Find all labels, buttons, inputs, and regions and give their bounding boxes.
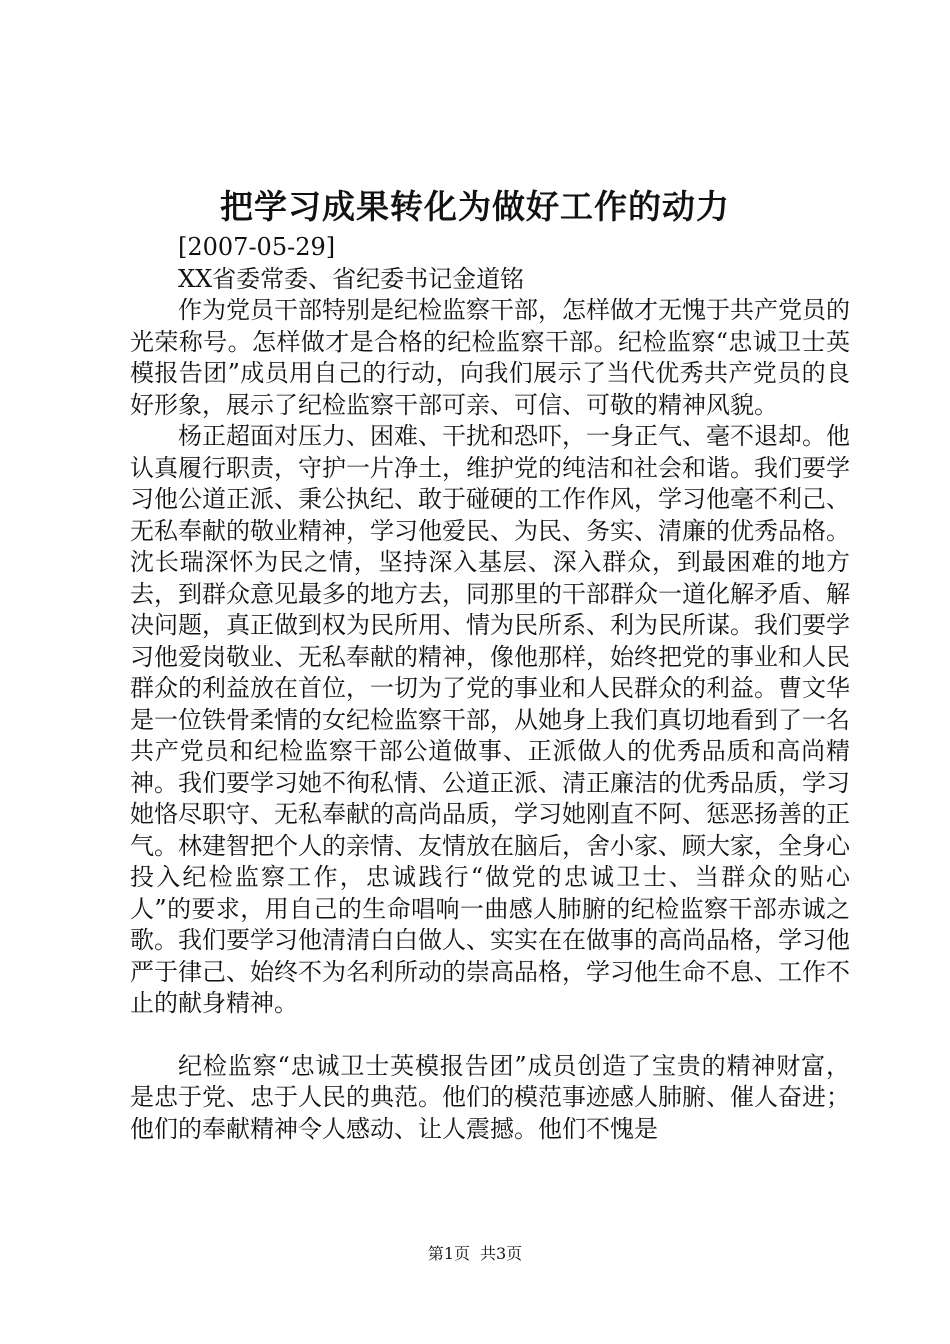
paragraph: 作为党员干部特别是纪检监察干部，怎样做才无愧于共产党员的光荣称号。怎样做才是合格的纪检监察干部。纪检监察“忠诚卫士英模报告团”成员用自己的行动，向我们展示了当代优秀共产党员的良好形象，展示了纪检监察干部可亲、可信、可敬的精神风貌。 (130, 296, 850, 419)
document-title: 把学习成果转化为做好工作的动力 (220, 187, 730, 226)
document-body (130, 232, 850, 1145)
page-number: 第1页 (427, 1244, 470, 1263)
page-total: 共3页 (480, 1244, 523, 1263)
publish-date: [2007-05-29] (178, 233, 336, 261)
paragraph: 杨正超面对压力、困难、干扰和恐吓，一身正气、毫不退却。他认真履行职责，守护一片净土，维护党的纯洁和社会和谐。我们要学习他公道正派、秉公执纪、敢于碰硬的工作作风，学习他毫不利己、无私奉献的敬业精神，学习他爱民、为民、务实、清廉的优秀品格。沈长瑞深怀为民之情，坚持深入基层、深入群众，到最困难的地方去，到群众意见最多的地方去，同那里的干部群众一道化解矛盾、解决问题，真正做到权为民所用、情为民所系、利为民所谋。我们要学习他爱岗敬业、无私奉献的精神，像他那样，始终把党的事业和人民群众的利益放在首位，一切为了党的事业和人民群众的利益。曹文华是一位铁骨柔情的女纪检监察干部，从她身上我们真切地看到了一名共产党员和纪检监察干部公道做事、正派做人的优秀品质和高尚精神。我们要学习她不徇私情、公道正派、清正廉洁的优秀品质，学习她恪尽职守、无私奉献的高尚品质，学习她刚直不阿、惩恶扬善的正气。林建智把个人的亲情、友情放在脑后，舍小家、顾大家，全身心投入纪检监察工作，忠诚践行“做党的忠诚卫士、当群众的贴心人”的要求，用自己的生命唱响一曲感人肺腑的纪检监察干部赤诚之歌。我们要学习他清清白白做人、实实在在做事的高尚品格，学习他严于律己、始终不为名利所动的崇高品格，学习他生命不息、工作不止的献身精神。 (130, 422, 850, 1017)
author-line: XX省委常委、省纪委书记金道铭 (178, 264, 525, 293)
page-footer (0, 1243, 950, 1265)
paragraph: 纪检监察“忠诚卫士英模报告团”成员创造了宝贵的精神财富，是忠于党、忠于人民的典范。他们的模范事迹感人肺腑、催人奋进；他们的奉献精神令人感动、让人震撼。他们不愧是 (130, 1051, 850, 1143)
